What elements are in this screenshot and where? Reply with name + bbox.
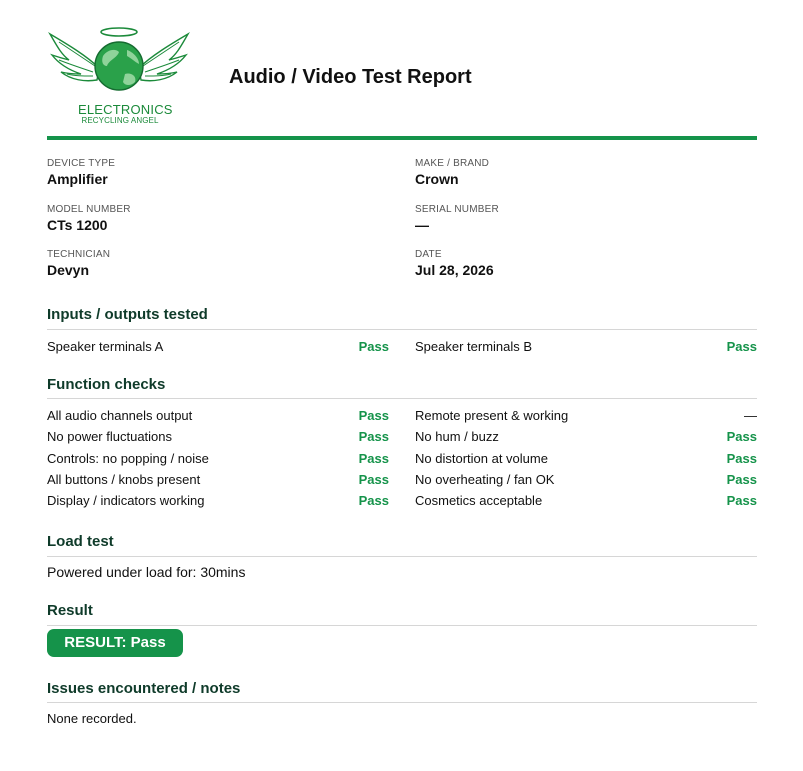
check-row — [47, 472, 389, 492]
check-label: All audio channels output — [47, 408, 193, 423]
check-label: No distortion at volume — [415, 451, 548, 466]
check-row — [47, 451, 389, 471]
report-header — [47, 0, 757, 140]
meta-label: SERIAL NUMBER — [415, 204, 499, 215]
header-divider — [47, 136, 757, 140]
check-label: No power fluctuations — [47, 429, 173, 444]
section-divider — [47, 398, 757, 399]
meta-date — [415, 249, 755, 278]
check-row — [415, 339, 757, 359]
meta-value: Devyn — [47, 262, 90, 278]
check-label: No overheating / fan OK — [415, 472, 555, 487]
check-row — [47, 429, 389, 449]
check-status: Pass — [726, 472, 757, 487]
check-label: Remote present & working — [415, 408, 569, 423]
report-title: Audio / Video Test Report — [229, 66, 472, 88]
meta-value: — — [415, 217, 429, 233]
report-page — [47, 0, 757, 726]
check-row — [415, 408, 757, 428]
meta-label: TECHNICIAN — [47, 249, 111, 260]
section-title-result: Result — [47, 602, 93, 619]
check-status: Pass — [358, 451, 389, 466]
check-label: No hum / buzz — [415, 429, 499, 444]
result-badge: RESULT: Pass — [47, 629, 183, 657]
check-status: Pass — [726, 339, 757, 354]
meta-technician — [47, 249, 387, 278]
notes-text: None recorded. — [47, 711, 137, 726]
section-divider — [47, 556, 757, 557]
check-status: Pass — [358, 429, 389, 444]
section-title-load-test: Load test — [47, 533, 114, 550]
check-row — [47, 339, 389, 359]
check-label: Controls: no popping / noise — [47, 451, 209, 466]
company-logo — [47, 26, 192, 126]
meta-model-number — [47, 204, 387, 233]
load-test-duration: Powered under load for: 30mins — [47, 564, 246, 580]
check-row — [47, 408, 389, 428]
section-divider — [47, 329, 757, 330]
check-row — [415, 472, 757, 492]
check-row — [47, 493, 389, 513]
check-label: Display / indicators working — [47, 493, 205, 508]
meta-value: Amplifier — [47, 171, 108, 187]
meta-label: MODEL NUMBER — [47, 204, 131, 215]
meta-device-type — [47, 158, 387, 187]
section-title-io: Inputs / outputs tested — [47, 306, 208, 323]
meta-serial-number — [415, 204, 755, 233]
check-label: All buttons / knobs present — [47, 472, 201, 487]
meta-value: Crown — [415, 171, 459, 187]
check-status: Pass — [726, 429, 757, 444]
meta-label: DEVICE TYPE — [47, 158, 116, 169]
check-row — [415, 429, 757, 449]
check-status: — — [744, 408, 757, 423]
check-status: Pass — [358, 339, 389, 354]
section-divider — [47, 625, 757, 626]
check-row — [415, 493, 757, 513]
meta-label: DATE — [415, 249, 442, 260]
meta-make-brand — [415, 158, 755, 187]
meta-value: CTs 1200 — [47, 217, 108, 233]
check-row — [415, 451, 757, 471]
meta-label: MAKE / BRAND — [415, 158, 490, 169]
check-status: Pass — [726, 493, 757, 508]
section-divider — [47, 702, 757, 703]
check-label: Cosmetics acceptable — [415, 493, 543, 508]
logo-line2: RECYCLING ANGEL — [81, 116, 159, 125]
check-status: Pass — [358, 472, 389, 487]
check-status: Pass — [358, 408, 389, 423]
logo-line1: ELECTRONICS — [78, 102, 173, 117]
check-label: Speaker terminals B — [415, 339, 533, 354]
check-status: Pass — [726, 451, 757, 466]
meta-value: Jul 28, 2026 — [415, 262, 494, 278]
section-title-notes: Issues encountered / notes — [47, 680, 241, 697]
section-title-function-checks: Function checks — [47, 376, 166, 393]
check-status: Pass — [358, 493, 389, 508]
check-label: Speaker terminals A — [47, 339, 164, 354]
